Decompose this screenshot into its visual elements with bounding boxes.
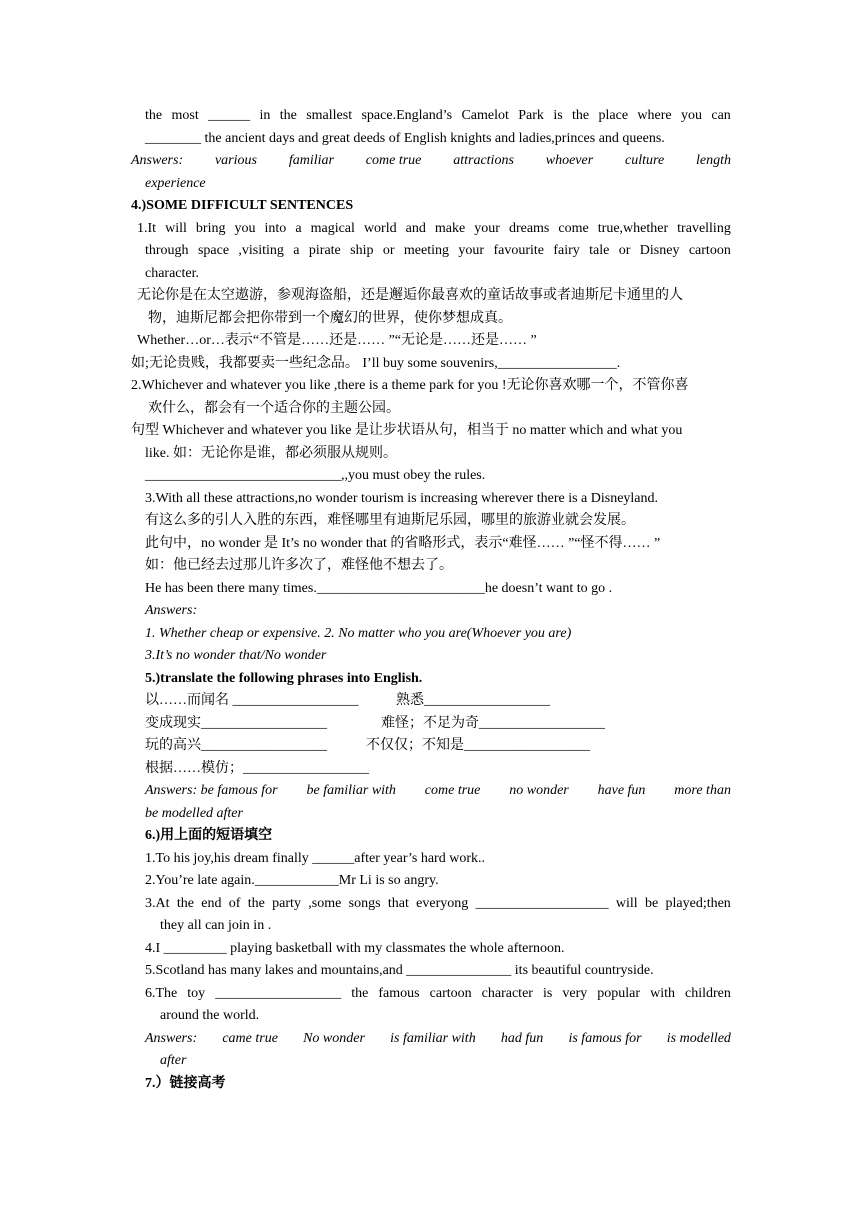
word: most [171,108,199,123]
word: the [145,108,163,123]
word: bring [195,221,226,236]
word: will [615,896,638,911]
sentence-3-chinese: 有这么多的引人入胜的东西，难怪哪里有迪斯尼乐园，哪里的旅游业就会发展。 [145,513,635,528]
word: come [558,221,589,236]
word: songs [348,896,381,911]
section-4-title: 4.)SOME DIFFICULT SENTENCES [131,198,354,213]
word: come true [424,783,481,798]
section-7-title: 7.）链接高考 [145,1076,226,1091]
word: played;then [665,896,731,911]
phrase-come-true: 变成现实__________________ [145,716,327,731]
word: toy [187,986,206,1001]
word: no wonder [509,783,569,798]
word: a [295,221,302,236]
example-1: 如;无论贵贱，我都要卖一些纪念品。 I’ll buy some souvenirs,_________________. [131,356,621,371]
word: 1.It [137,221,157,236]
word: cartoon [429,986,472,1001]
pattern-line-3: ____________________________,,you must obey the rules. [145,468,486,483]
word: length [696,153,731,168]
word: your [458,243,485,258]
word: tale [589,243,610,258]
word: make [434,221,466,236]
answers-2-label: Answers: [145,603,198,618]
word: ship [350,243,374,258]
sentence-2-line-1: 2.Whichever and whatever you like ,there is a theme park for you !无论你喜欢哪一个，不管你喜 [131,378,689,393]
word: the [176,896,194,911]
word: ___________________ [475,896,609,911]
word: travelling [677,221,731,236]
word: various [214,153,257,168]
word: your [474,221,500,236]
word: space.England’s [361,108,453,123]
word: and [405,221,426,236]
word: ______ [208,108,251,123]
word: true,whether [597,221,669,236]
word: have fun [597,783,646,798]
word: where [637,108,672,123]
word: ,some [308,896,342,911]
word: be [644,896,659,911]
word: No wonder [303,1031,365,1046]
section-5-title: 5.)translate the following phrases into English. [145,671,423,686]
question-3-line-2: they all can join in . [160,918,272,933]
word: will [165,221,187,236]
question-6-line-2: around the world. [160,1008,260,1023]
word: 6.The [145,986,178,1001]
phrase-modelled-after: 根据……模仿；__________________ [145,761,369,776]
sentence-3-line-1: 3.With all these attractions,no wonder tourism is increasing wherever there is a Disneyland. [145,491,659,506]
question-5: 5.Scotland has many lakes and mountains,and _______________ its beautiful countryside. [145,963,654,978]
word: children [685,986,731,1001]
word: with [650,986,675,1001]
word: attractions [453,153,514,168]
word: Park [518,108,544,123]
pattern-line-1: 句型 Whichever and whatever you like 是让步状语从句，相当于 no matter which and what you [131,423,683,438]
word: that [387,896,409,911]
word: is modelled [666,1031,731,1046]
whether-note: Whether…or…表示“不管是……还是…… ”“无论是……还是…… ” [137,333,537,348]
word: came true [222,1031,278,1046]
answers-1-line-2: experience [145,176,206,191]
answers-3-line-2: be modelled after [145,806,243,821]
answers-4-line-1 [145,1030,731,1048]
word: into [264,221,287,236]
word: a [293,243,300,258]
word: Answers: [145,1031,198,1046]
word: had fun [500,1031,544,1046]
answers-2-line-1: 1. Whether cheap or expensive. 2. No matter who you are(Whoever you are) [145,626,572,641]
intro-line-1 [145,107,731,125]
sentence-2-line-2: 欢什么，都会有一个适合你的主题公园。 [148,401,400,416]
sentence-1-line-3: character. [145,266,200,281]
word: character [481,986,533,1001]
word: is familiar with [390,1031,476,1046]
phrase-familiar-with: 熟悉__________________ [396,693,550,708]
word: whoever [545,153,594,168]
word: smallest [306,108,353,123]
word: famous [378,986,420,1001]
section-6-title: 6.)用上面的短语填空 [145,828,273,843]
word: fairy [553,243,580,258]
word: dreams [508,221,550,236]
sentence-3-note: 此句中，no wonder 是 It’s no wonder that 的省略形式，表示“难怪…… ”“怪不得…… ” [145,536,661,551]
phrase-more-than: 不仅仅；不知是__________________ [366,738,590,753]
word: can [711,108,731,123]
intro-line-2: ________ the ancient days and great deeds of English knights and ladies,princes and queens. [145,131,665,146]
question-2: 2.You’re late again.____________Mr Li is so angry. [145,873,439,888]
pattern-line-2: like. 如：无论你是谁，都必须服从规则。 [145,446,397,461]
phrase-have-fun: 玩的高兴__________________ [145,738,327,753]
word: place [598,108,629,123]
word: you [234,221,256,236]
word: pirate [308,243,341,258]
phrase-famous-for: 以……而闻名 __________________ [145,693,359,708]
word: the [279,108,297,123]
sentence-3-example-chinese: 如：他已经去过那儿许多次了，难怪他不想去了。 [145,558,453,573]
word: the [572,108,590,123]
word: come true [365,153,422,168]
word: or [618,243,631,258]
word: of [228,896,241,911]
question-6-line-1 [145,985,731,1003]
word: or [382,243,395,258]
word: 3.At [145,896,170,911]
answers-2-line-2: 3.It’s no wonder that/No wonder [145,648,327,663]
question-3-line-1 [145,895,731,913]
word: the [247,896,265,911]
answers-1-line-1 [131,152,731,170]
word: very [562,986,588,1001]
word: space [197,243,230,258]
word: Answers: be famous for [145,783,278,798]
word: ,visiting [238,243,284,258]
word: favourite [493,243,544,258]
word: is famous for [568,1031,642,1046]
word: more than [674,783,731,798]
word: everyong [416,896,469,911]
word: end [201,896,222,911]
word: in [259,108,271,123]
word: through [145,243,189,258]
word: party [272,896,301,911]
word: the [351,986,369,1001]
sentence-1-chinese-2: 物，迪斯尼都会把你带到一个魔幻的世界，使你梦想成真。 [148,311,512,326]
word: be familiar with [306,783,396,798]
word: familiar [288,153,334,168]
word: you [681,108,702,123]
sentence-1-line-2 [145,242,731,260]
sentence-1-chinese-1: 无论你是在太空遨游，参观海盗船，还是邂逅你最喜欢的童话故事或者迪斯尼卡通里的人 [137,288,683,303]
question-4: 4.I _________ playing basketball with my classmates the whole afternoon. [145,941,565,956]
word: culture [625,153,665,168]
word: Camelot [461,108,509,123]
phrase-no-wonder: 难怪；不足为奇__________________ [381,716,605,731]
word: magical [310,221,355,236]
sentence-1-line-1 [137,220,731,238]
question-1: 1.To his joy,his dream finally ______after year’s hard work.. [145,851,485,866]
word: Disney [639,243,680,258]
word: cartoon [688,243,731,258]
word: is [553,108,563,123]
word: Answers: [131,153,184,168]
word: is [542,986,553,1001]
answers-3-line-1 [145,782,731,800]
word: meeting [403,243,450,258]
word: world [363,221,397,236]
word: __________________ [215,986,342,1001]
word: popular [597,986,641,1001]
sentence-3-example-english: He has been there many times.________________________he doesn’t want to go . [145,581,613,596]
answers-4-line-2: after [160,1053,187,1068]
